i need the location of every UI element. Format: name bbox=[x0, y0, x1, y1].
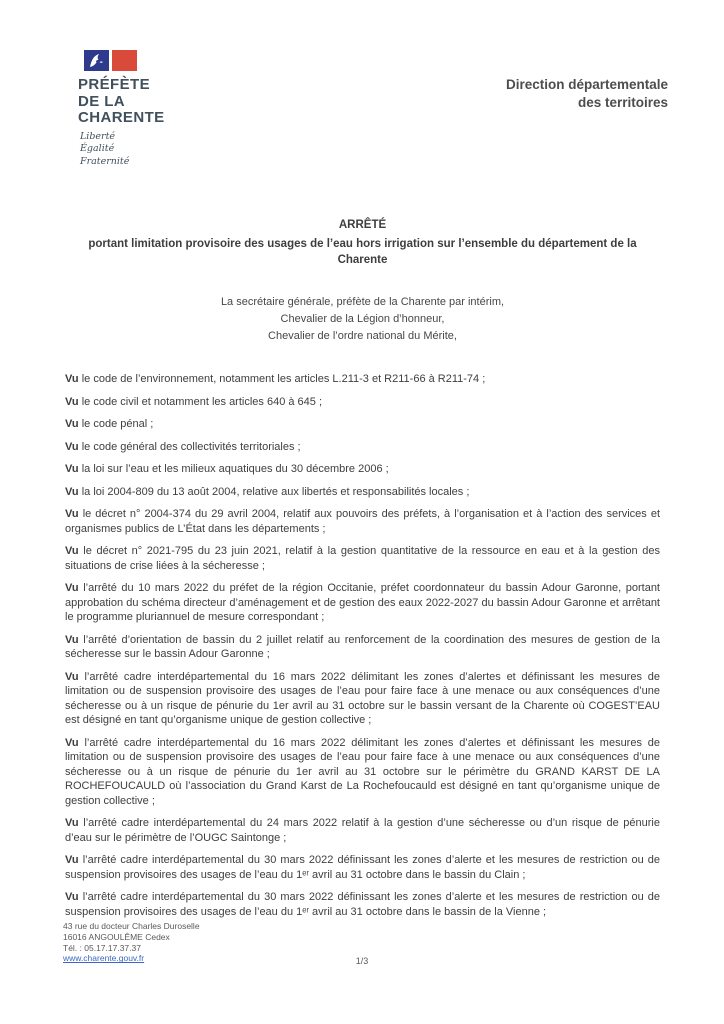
recital-paragraph bbox=[65, 507, 660, 536]
recital-paragraph bbox=[65, 485, 660, 500]
recital-text: le code général des collectivités territoriales ; bbox=[81, 440, 301, 453]
recital-paragraph bbox=[65, 633, 660, 662]
recital-paragraph bbox=[65, 816, 660, 845]
recital-paragraph bbox=[65, 395, 660, 410]
recital-lead: Vu bbox=[65, 418, 79, 430]
document-title: ARRÊTÉ bbox=[338, 219, 387, 231]
recital-lead: Vu bbox=[65, 633, 79, 646]
direction-line: Direction départementale bbox=[505, 77, 668, 92]
motto-line: Égalité bbox=[80, 143, 115, 154]
recital-text: le code de l’environnement, notamment les articles L.211-3 et R211-66 à R211-74 ; bbox=[81, 373, 486, 385]
recital-paragraph bbox=[65, 853, 660, 882]
prefecture-name-line: DE LA bbox=[78, 92, 125, 110]
recital-lead: Vu bbox=[65, 891, 79, 903]
recital-paragraph bbox=[65, 372, 660, 387]
recital-lead: Vu bbox=[65, 582, 79, 594]
recital-text: le décret n° 2021-795 du 23 juin 2021, relatif à la gestion quantitative de la ressource en eau et à la gestion des situations de crise liées à la sécheresse ; bbox=[65, 545, 661, 572]
prefecture-name-line: CHARENTE bbox=[78, 109, 165, 126]
recital-paragraph bbox=[65, 440, 660, 455]
motto-line: Fraternité bbox=[80, 155, 130, 167]
marianne-silhouette-icon bbox=[84, 50, 109, 71]
flag-blue-band bbox=[84, 50, 109, 71]
signatory-line: Chevalier de la Légion d’honneur, bbox=[280, 313, 445, 325]
french-flag-icon bbox=[84, 50, 140, 71]
document-body bbox=[65, 218, 660, 927]
prefecture-logo bbox=[78, 50, 278, 168]
address-line: 43 rue du docteur Charles Duroselle bbox=[63, 921, 200, 931]
recital-text: l’arrêté cadre interdépartemental du 16 mars 2022 délimitant les zones d’alertes et définissant les mesures de limitation ou de suspension provisoire des usages de l’eau pour faire face à une menace ou aux conséquences d’une sécheresse ou à un risque de pénurie du 1er avril au 31 octobre sur le périmètre du GRAND KARST DE LA ROCHEFOUCAULD où l’association du Grand Karst de La Rochefoucauld est désigné en tant qu’organisme unique de gestion collective ; bbox=[65, 736, 660, 807]
prefecture-name bbox=[78, 77, 278, 127]
direction-line: des territoires bbox=[577, 95, 668, 110]
flag-red-band bbox=[112, 50, 137, 71]
signatory-line: La secrétaire générale, préfète de la Charente par intérim, bbox=[220, 296, 505, 308]
recital-lead: Vu bbox=[65, 440, 79, 453]
recital-lead: Vu bbox=[65, 485, 79, 498]
recital-paragraph bbox=[65, 462, 660, 477]
recital-text: l’arrêté cadre interdépartemental du 24 mars 2022 relatif à la gestion d’une sécheresse ou d’un risque de pénurie d’eau sur le périmètre de l’OUGC Saintonge ; bbox=[65, 817, 660, 844]
recital-text: le décret n° 2004-374 du 29 avril 2004, relatif aux pouvoirs des préfets, à l’organisation et à l’action des services et organismes publics de L’État dans les départements ; bbox=[65, 508, 661, 535]
recital-lead: Vu bbox=[65, 463, 79, 475]
phone-line: Tél. : 05.17.17.37.37 bbox=[63, 942, 141, 953]
recital-lead: Vu bbox=[65, 373, 79, 385]
prefecture-name-line: PRÉFÈTE bbox=[78, 76, 150, 93]
recital-paragraph bbox=[65, 417, 660, 432]
website-link[interactable]: www.charente.gouv.fr bbox=[63, 953, 145, 964]
recital-lead: Vu bbox=[65, 395, 79, 408]
recital-text: la loi 2004-809 du 13 août 2004, relative aux libertés et responsabilités locales ; bbox=[81, 485, 470, 498]
page-number: 1/3 bbox=[355, 956, 369, 966]
recital-text: l’arrêté cadre interdépartemental du 30 mars 2022 définissant les zones d’alerte et les mesures de restriction ou de suspension provisoires des usages de l’eau du 1ᵉʳ avril au 31 octobre dans le bassin du Clain ; bbox=[65, 854, 660, 881]
address-line: 16016 ANGOULÊME Cedex bbox=[63, 931, 170, 942]
recital-text: le code civil et notamment les articles 640 à 645 ; bbox=[81, 395, 323, 408]
recital-lead: Vu bbox=[65, 508, 79, 520]
signatory-line: Chevalier de l’ordre national du Mérite, bbox=[268, 330, 457, 342]
recitals-list bbox=[65, 372, 660, 919]
motto-line: Liberté bbox=[80, 130, 116, 142]
issuing-direction bbox=[506, 76, 668, 112]
recital-paragraph bbox=[65, 581, 660, 625]
recital-text: l’arrêté cadre interdépartemental du 30 mars 2022 définissant les zones d’alerte et les mesures de restriction ou de suspension provisoires des usages de l’eau du 1ᵉʳ avril au 31 octobre dans le bassin de la Vienne ; bbox=[65, 891, 660, 918]
document-subtitle: portant limitation provisoire des usages de l’eau hors irrigation sur l’ensemble du département de la Charente bbox=[88, 238, 637, 266]
recital-paragraph bbox=[65, 670, 660, 728]
recital-text: la loi sur l’eau et les milieux aquatiques du 30 décembre 2006 ; bbox=[81, 463, 389, 475]
recital-paragraph bbox=[65, 890, 660, 919]
recital-lead: Vu bbox=[65, 670, 79, 683]
recital-lead: Vu bbox=[65, 736, 79, 749]
recital-text: le code pénal ; bbox=[81, 418, 154, 430]
recital-text: l’arrêté d’orientation de bassin du 2 juillet relatif au renforcement de la coordination des mesures de gestion de la sécheresse sur le bassin Adour Garonne ; bbox=[65, 633, 660, 660]
signatory-titles bbox=[65, 294, 660, 345]
republic-motto bbox=[80, 131, 278, 169]
recital-lead: Vu bbox=[65, 545, 79, 557]
recital-lead: Vu bbox=[65, 817, 79, 829]
recital-paragraph bbox=[65, 544, 660, 573]
recital-text: l’arrêté cadre interdépartemental du 16 mars 2022 délimitant les zones d’alertes et définissant les mesures de limitation ou de suspension provisoire des usages de l’eau pour faire face à une menace ou aux conséquences d’une sécheresse ou à un risque de pénurie du 1er avril au 31 octobre sur le bassin versant de la Charente où COGEST’EAU est désigné en tant qu’organisme unique de gestion collective ; bbox=[65, 670, 660, 726]
recital-lead: Vu bbox=[65, 854, 79, 866]
recital-text: l’arrêté du 10 mars 2022 du préfet de la région Occitanie, préfet coordonnateur du bassin Adour Garonne, portant approbation du schéma directeur d’aménagement et de gestion des eaux 2022-2027 du bassin Adour Garonne et arrêtant le programme pluriannuel de mesure correspondant ; bbox=[65, 582, 660, 623]
recital-paragraph bbox=[65, 736, 660, 809]
